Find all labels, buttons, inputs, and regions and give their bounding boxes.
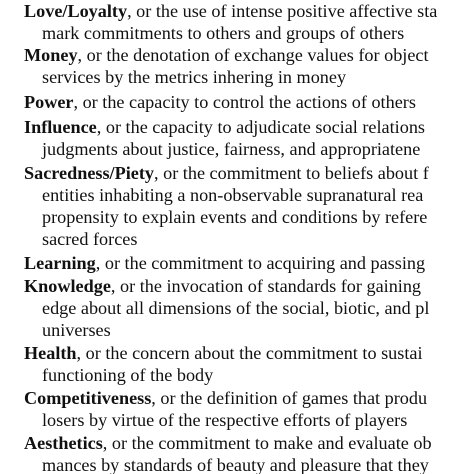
entry-term: Love/Loyalty (24, 1, 128, 21)
entry-term: Learning (24, 253, 96, 273)
entry-definition: , or the capacity to control the actions of others (73, 92, 416, 112)
entry-continuation-line: universes (42, 320, 111, 340)
entry-first-line (24, 162, 429, 184)
entry-continuation-line: judgments about justice, fairness, and appropriatene (42, 139, 421, 159)
entry-definition: , or the use of intense positive affective sta (127, 1, 438, 21)
entry-definition: , or the commitment to make and evaluate ob (102, 433, 432, 453)
entry-term: Power (24, 92, 74, 112)
entry-continuation-line: entities inhabiting a non-observable supranatural rea (42, 185, 424, 205)
entry-continuation-line: services by the metrics inhering in money (42, 67, 347, 87)
entry-first-line (24, 342, 423, 364)
entry-continuation-line: propensity to explain events and conditions by refere (42, 207, 428, 227)
entry-first-line (24, 387, 427, 409)
entry-first-line (24, 432, 432, 454)
entry-first-line (24, 0, 437, 22)
entry-continuation-line: edge about all dimensions of the social, biotic, and pl (42, 298, 430, 318)
entry-definition: , or the concern about the commitment to sustai (76, 343, 423, 363)
entry-definition: , or the commitment to acquiring and passing (95, 253, 426, 273)
entry-first-line (24, 252, 425, 274)
entry-term: Knowledge (24, 276, 111, 296)
entry-continuation-line: losers by virtue of the respective efforts of players (42, 410, 408, 430)
entry-term: Competitiveness (24, 388, 152, 408)
entry-first-line (24, 91, 416, 113)
entry-continuation-line: mances by standards of beauty and pleasure that they (42, 455, 429, 474)
entry-term: Money (24, 45, 78, 65)
entry-continuation-line: sacred forces (42, 229, 138, 249)
entry-first-line (24, 44, 429, 66)
entry-term: Influence (24, 117, 97, 137)
entry-continuation-line: functioning of the body (42, 365, 214, 385)
entry-first-line (24, 116, 425, 138)
entry-first-line (24, 275, 421, 297)
entry-term: Aesthetics (24, 433, 103, 453)
entry-term: Health (24, 343, 77, 363)
entry-continuation-line: mark commitments to others and groups of others (42, 23, 405, 43)
entry-term: Sacredness/Piety (24, 163, 154, 183)
entry-definition: , or the invocation of standards for gaining (110, 276, 422, 296)
entry-definition: , or the denotation of exchange values for object (77, 45, 429, 65)
entry-definition: , or the commitment to beliefs about f (154, 163, 429, 183)
entry-definition: , or the capacity to adjudicate social relations (96, 117, 426, 137)
entry-definition: , or the definition of games that produ (151, 388, 428, 408)
